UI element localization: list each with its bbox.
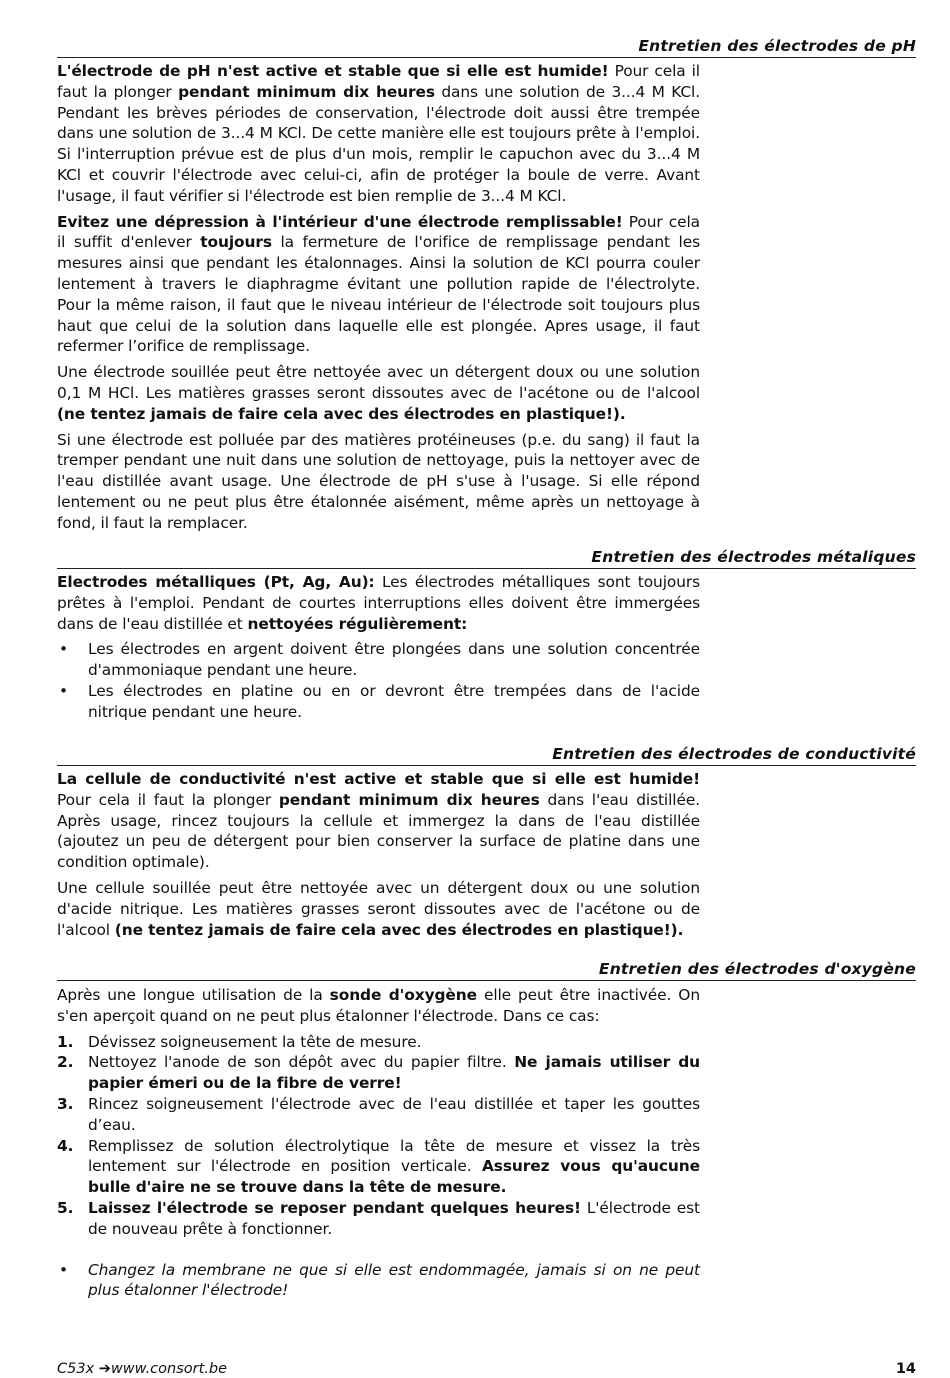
paragraph (57, 212, 700, 358)
text: Les électrodes métalliques sont toujours prêtes à l'emploi. Pendant de courtes interruptions elles doivent être immergées dans de l'eau distillée et (57, 573, 700, 633)
bold-text: toujours (200, 233, 272, 252)
section-body-oxygen (57, 985, 700, 1301)
text: Rincez soigneusement l'électrode avec de l'eau distillée et taper les gouttes d’eau. (88, 1094, 700, 1134)
text: Pour cela il faut la plonger (57, 790, 279, 809)
numbered-list (57, 1032, 700, 1240)
bold-text: L'électrode de pH n'est active et stable que si elle est humide! (57, 62, 609, 80)
bold-text: Ne jamais utiliser du papier émeri ou de la fibre de verre! (88, 1053, 700, 1093)
arrow-icon: ➔ (98, 1361, 111, 1377)
bold-text: nettoyées régulièrement: (247, 614, 468, 633)
paragraph (57, 878, 700, 940)
paragraph: Si une électrode est polluée par des matières protéineuses (p.e. du sang) il faut la tremper pendant une nuit dans une solution de nettoyage, puis la nettoyer avec de l'eau distillée avant usage. Une électrode de pH s'use à l'usage. Si elle répond lentement ou ne peut plus être étalonnée aisément, même après un nettoyage à fond, il faut la remplacer. (57, 430, 700, 532)
text: Après une longue utilisation de la (57, 986, 330, 1004)
paragraph (57, 61, 700, 207)
list-item (57, 1052, 700, 1094)
bold-text: (ne tentez jamais de faire cela avec des électrodes en plastique!). (57, 404, 626, 423)
bold-text: pendant minimum dix heures (278, 790, 540, 809)
list-item (57, 1136, 700, 1198)
text: Pour cela il faut la plonger (57, 62, 700, 101)
text: dans une solution de 3...4 M KCl. Pendant les brèves périodes de conservation, l'électrode doit aussi être trempée dans une solution de 3...4 M KCl. De cette manière elle est toujours prête à l'emploi. Si l'interruption prévue est de plus d'un mois, remplir le capuchon avec du 3...4 M KCl et couvrir l'électrode avec celui-ci, afin de protéger la boule de verre. Avant l'usage, il faut vérifier si l'électrode est bien remplie de 3...4 M KCl. (57, 82, 700, 205)
list-item (57, 1094, 700, 1136)
section-heading-oxygen: Entretien des électrodes d'oxygène (57, 959, 916, 981)
step-number: 4. (57, 1136, 74, 1155)
bold-text: La cellule de conductivité n'est active et stable que si elle est humide! (57, 770, 700, 788)
list-item: • Les électrodes en platine ou en or devront être trempées dans de l'acide nitrique pendant une heure. (57, 681, 700, 723)
text: la fermeture de l'orifice de remplissage pendant les mesures ainsi que pendant les étalonnages. Ainsi la solution de KCl pourra couler lentement à travers le diaphragme évitant une pollution rapide de l'électrolyte. Pour la même raison, il faut que le niveau intérieur de l'électrode soit toujours plus haut que celui de la solution dans laquelle elle est plongée. Apres usage, il faut refermer l’orifice de remplissage. (57, 233, 700, 356)
note-list (57, 1260, 700, 1302)
paragraph (57, 769, 700, 873)
text: Pour cela il suffit d'enlever (57, 212, 700, 252)
bold-text: (ne tentez jamais de faire cela avec des électrodes en plastique!). (114, 920, 684, 939)
bold-text: Electrodes métalliques (Pt, Ag, Au): (57, 573, 375, 591)
step-number: 1. (57, 1032, 74, 1051)
footer-link[interactable] (57, 1361, 227, 1377)
text: L'électrode est de nouveau prête à fonctionner. (88, 1198, 700, 1238)
website-url[interactable]: www.consort.be (110, 1361, 228, 1377)
text: dans l'eau distillée. Après usage, rincez toujours la cellule et immergez la dans de l'eau distillée (ajoutez un peu de détergent pour bien conserver la surface de platine dans une condition optimale). (57, 790, 700, 872)
bold-text: sonde d'oxygène (329, 986, 477, 1004)
section-heading-ph: Entretien des électrodes de pH (57, 36, 916, 58)
paragraph (57, 362, 700, 424)
bold-text: pendant minimum dix heures (178, 82, 435, 101)
section-heading-conductivity: Entretien des électrodes de conductivité (57, 744, 916, 766)
list-item (57, 1032, 700, 1053)
text: Une cellule souillée peut être nettoyée avec un détergent doux ou une solution d'acide nitrique. Les matières grasses seront dissoutes avec de l'acétone ou de l'alcool (57, 878, 700, 939)
paragraph (57, 572, 700, 634)
section-heading-metal: Entretien des électrodes métaliques (57, 547, 916, 569)
bullet-list (57, 639, 700, 722)
model-name: C53x (57, 1361, 99, 1377)
section-body-conductivity (57, 769, 700, 945)
page-number: 14 (895, 1361, 916, 1377)
text: Nettoyez l'anode de son dépôt avec du papier filtre. (88, 1053, 515, 1072)
section-body-metal (57, 572, 700, 723)
paragraph (57, 985, 700, 1027)
text: Remplissez de solution électrolytique la tête de mesure et vissez la très lentement sur l'électrode en position verticale. (88, 1136, 700, 1176)
step-number: 3. (57, 1094, 74, 1113)
note-item: • Changez la membrane ne que si elle est endommagée, jamais si on ne peut plus étalonner l'électrode! (57, 1260, 700, 1302)
list-item (57, 1198, 700, 1240)
text: Dévissez soigneusement la tête de mesure. (88, 1032, 422, 1051)
bold-text: Evitez une dépression à l'intérieur d'une électrode remplissable! (57, 212, 623, 231)
text: elle peut être inactivée. On s'en aperçoit quand on ne peut plus étalonner l'électrode. Dans ce cas: (57, 986, 700, 1025)
step-number: 5. (57, 1198, 74, 1217)
bold-text: Laissez l'électrode se reposer pendant quelques heures! (88, 1198, 581, 1217)
bold-text: Assurez vous qu'aucune bulle d'aire ne se trouve dans la tête de mesure. (88, 1157, 700, 1197)
text: Une électrode souillée peut être nettoyée avec un détergent doux ou une solution 0,1 M HCl. Les matières grasses seront dissoutes avec de l'acétone ou de l'alcool (57, 363, 700, 402)
step-number: 2. (57, 1053, 74, 1072)
section-body-ph (57, 61, 700, 539)
list-item: • Les électrodes en argent doivent être plongées dans une solution concentrée d'ammoniaque pendant une heure. (57, 639, 700, 681)
